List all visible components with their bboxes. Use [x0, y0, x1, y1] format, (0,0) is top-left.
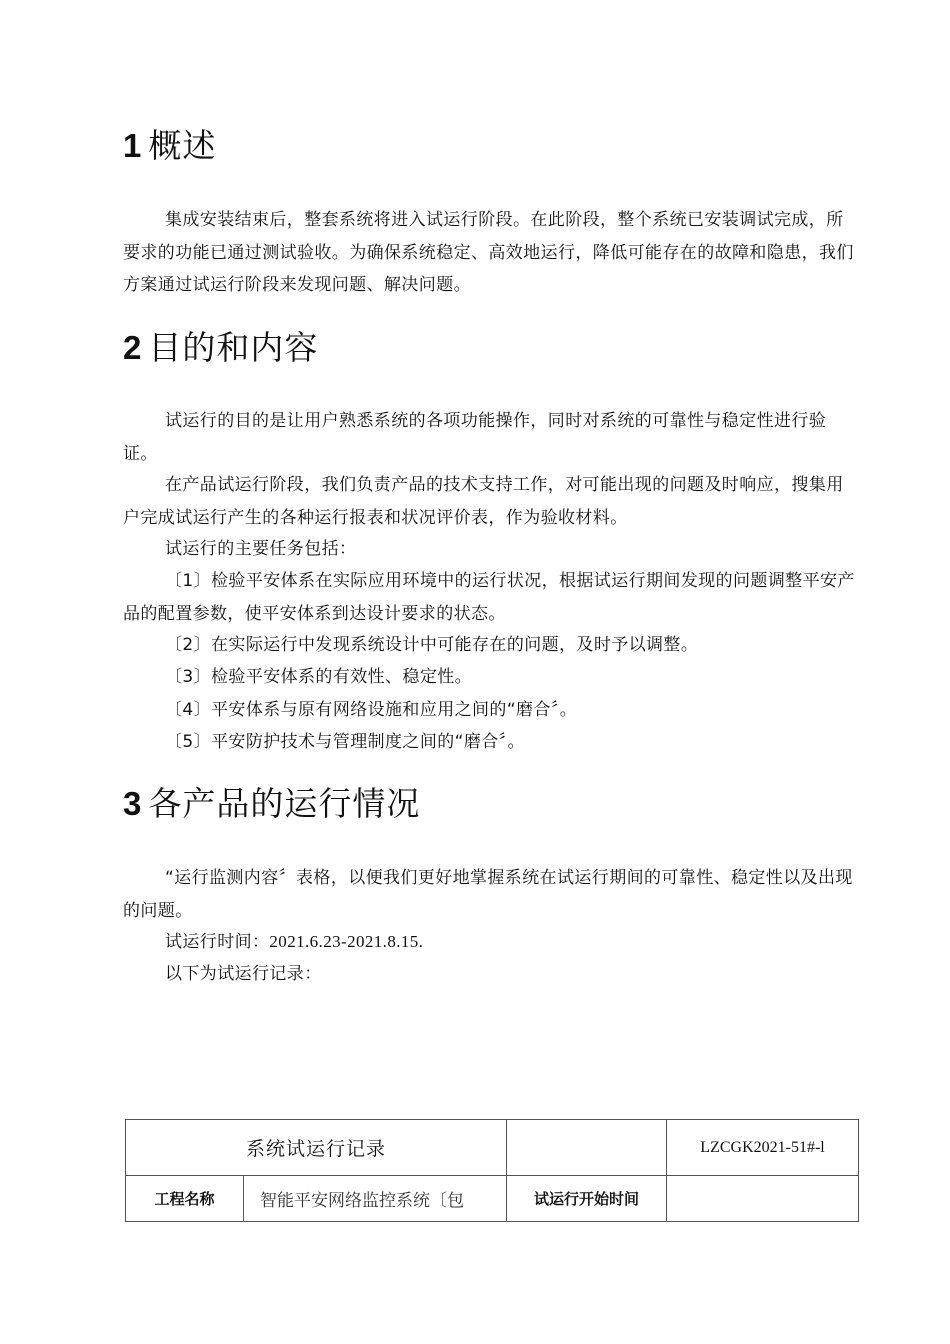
- section-3-title: 各产品的运行情况: [148, 784, 421, 823]
- table-row: [126, 1176, 859, 1222]
- task-item-5: 〔5〕平安防护技术与管理制度之间的“磨合〞。: [165, 732, 525, 752]
- table-header-row: [126, 1120, 859, 1176]
- table-document-code: LZCGK2021-51#-l: [667, 1120, 859, 1176]
- record-intro: 以下为试运行记录：: [165, 964, 322, 984]
- section-1-paragraph: 集成安装结束后，整套系统将进入试运行阶段。在此阶段，整个系统已安装调试完成，所要求的功能已通过测试验收。为确保系统稳定、高效地运行，降低可能存在的故障和隐患，我们方案通过试运行阶段来发现问题、解决问题。: [123, 210, 854, 295]
- table-title: 系统试运行记录: [126, 1120, 507, 1176]
- section-2-number: 2: [123, 329, 143, 366]
- trial-run-time-value: 2021.6.23-2021.8.15.: [269, 932, 424, 951]
- section-1-title: 概述: [148, 126, 217, 165]
- task-item-3: 〔3〕检验平安体系的有效性、稳定性。: [165, 667, 473, 687]
- task-item-4: 〔4〕平安体系与原有网络设施和应用之间的“磨合〞。: [165, 700, 578, 720]
- section-3-number: 3: [123, 785, 143, 822]
- table-header-blank-cell: [507, 1120, 667, 1176]
- start-time-label: 试运行开始时间: [507, 1176, 667, 1222]
- start-time-value: [667, 1176, 859, 1222]
- section-1-heading: [123, 120, 216, 167]
- trial-run-time-label: 试运行时间：: [165, 932, 270, 952]
- section-2-paragraph-1: 试运行的目的是让用户熟悉系统的各项功能操作，同时对系统的可靠性与稳定性进行验证。: [123, 411, 827, 464]
- project-name-label: 工程名称: [126, 1176, 244, 1222]
- project-name-value: 智能平安网络监控系统〔包: [244, 1176, 507, 1222]
- section-1-number: 1: [123, 127, 143, 164]
- section-2-title: 目的和内容: [148, 328, 319, 367]
- task-item-1: 〔1〕检验平安体系在实际应用环境中的运行状况，根据试运行期间发现的问题调整平安产品的配置参数，使平安体系到达设计要求的状态。: [123, 571, 855, 624]
- section-3-heading: [123, 778, 420, 825]
- section-2-task-intro: 试运行的主要任务包括：: [165, 539, 357, 559]
- section-2-paragraph-2: 在产品试运行阶段，我们负责产品的技术支持工作，对可能出现的问题及时响应，搜集用户完成试运行产生的各种运行报表和状况评价表，作为验收材料。: [123, 475, 844, 528]
- trial-run-time: [165, 926, 423, 958]
- section-3-paragraph: “运行监测内容〞表格，以便我们更好地掌握系统在试运行期间的可靠性、稳定性以及出现的问题。: [123, 868, 853, 921]
- system-trial-run-record-table: [125, 1119, 859, 1222]
- section-2-heading: [123, 322, 318, 369]
- task-item-2: 〔2〕在实际运行中发现系统设计中可能存在的问题，及时予以调整。: [165, 635, 699, 655]
